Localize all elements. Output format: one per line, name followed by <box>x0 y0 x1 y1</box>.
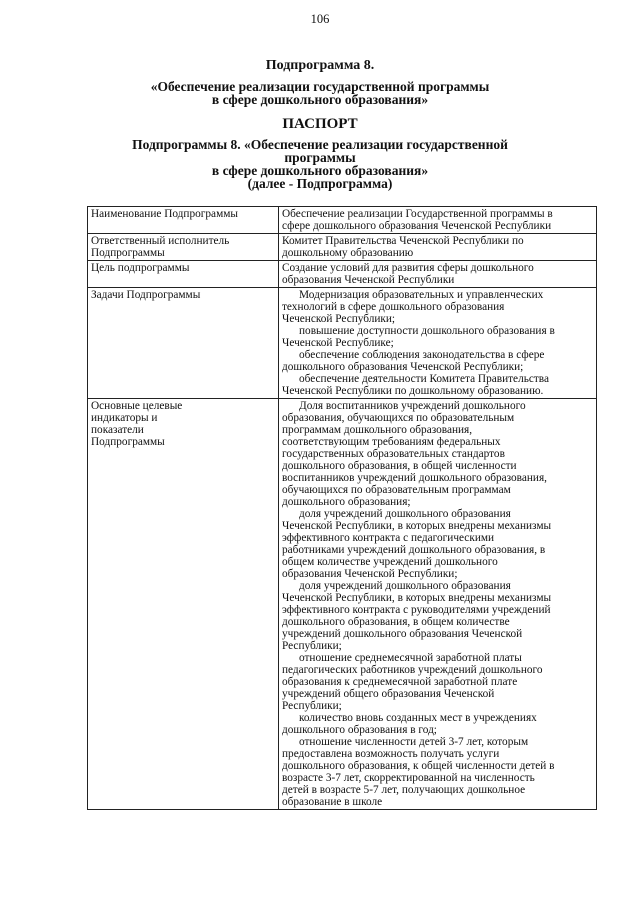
row-value-line: Чеченской Республики, в которых внедрены механизмы <box>282 592 552 604</box>
page-number: 106 <box>310 12 330 26</box>
row-value-line: дошкольного образования; <box>282 496 411 508</box>
row-label-line: индикаторы и <box>91 412 158 424</box>
row-value-line: Чеченской Республики, в которых внедрены механизмы <box>282 520 552 532</box>
row-label-line: Ответственный исполнитель <box>91 235 230 247</box>
row-value-cell <box>279 234 597 261</box>
row-value-line: Чеченской Республики по дошкольному образованию. <box>282 385 544 397</box>
subprogram-title <box>0 80 640 106</box>
row-label-cell <box>88 288 279 399</box>
row-value-line: эффективного контракта с педагогическими <box>282 532 495 544</box>
passport-heading: ПАСПОРТ <box>282 116 358 132</box>
subprogram-title-line: «Обеспечение реализации государственной программы <box>150 79 490 94</box>
row-value-line: обеспечение соблюдения законодательства в сфере <box>299 349 545 361</box>
passport-title-line: (далее - Подпрограмма) <box>247 176 393 191</box>
row-value-line: доля учреждений дошкольного образования <box>299 508 511 520</box>
row-value-line: дошкольному образованию <box>282 247 414 259</box>
row-value-line: детей в возрасте 5-7 лет, получающих дошкольное <box>282 784 526 796</box>
row-value-line: Обеспечение реализации Государственной программы в <box>282 208 553 220</box>
row-value-line: Чеченской Республики; <box>282 313 396 325</box>
passport-table <box>87 206 597 810</box>
passport-title-line: в сфере дошкольного образования» <box>211 163 429 178</box>
row-value-line: образования, обучающихся по образовательным <box>282 412 515 424</box>
row-label-line: Подпрограммы <box>91 436 165 448</box>
row-value-line: образования к среднемесячной заработной плате <box>282 676 518 688</box>
table-row <box>88 234 597 261</box>
row-value-line: соответствующим требованиям федеральных <box>282 436 501 448</box>
row-value-line: дошкольного образования, в общем количестве <box>282 616 510 628</box>
row-label-line: показатели <box>91 424 144 436</box>
table-row <box>88 288 597 399</box>
row-value-cell <box>279 288 597 399</box>
row-value-line: дошкольного образования в год; <box>282 724 437 736</box>
row-label-cell <box>88 234 279 261</box>
row-label-cell <box>88 261 279 288</box>
row-label-line: Наименование Подпрограммы <box>91 208 238 220</box>
table-row <box>88 207 597 234</box>
row-value-line: обучающихся по образовательным программам <box>282 484 511 496</box>
row-label-line: Основные целевые <box>91 400 183 412</box>
subprogram-title-line: в сфере дошкольного образования» <box>211 92 429 107</box>
row-value-line: сфере дошкольного образования Чеченской Республики <box>282 220 552 232</box>
passport-title-line: программы <box>284 150 356 165</box>
row-value-line: количество вновь созданных мест в учреждениях <box>299 712 537 724</box>
row-value-line: отношение численности детей 3-7 лет, которым <box>299 736 529 748</box>
subprogram-heading: Подпрограмма 8. <box>265 58 375 73</box>
row-value-line: отношение среднемесячной заработной платы <box>299 652 522 664</box>
row-value-line: образования Чеченской Республики <box>282 274 455 286</box>
passport-title-line: Подпрограммы 8. «Обеспечение реализации государственной <box>132 137 508 152</box>
row-value-line: учреждений дошкольного образования Чеченской <box>282 628 523 640</box>
row-value-line: технологий в сфере дошкольного образования <box>282 301 505 313</box>
passport-table-body <box>88 207 597 810</box>
row-value-line: воспитанников учреждений дошкольного образования, <box>282 472 547 484</box>
row-value-cell <box>279 261 597 288</box>
row-value-line: общем количестве учреждений дошкольного <box>282 556 498 568</box>
row-value-line: государственных образовательных стандартов <box>282 448 505 460</box>
row-value-line: возрасте 3-7 лет, скорректированной на численность <box>282 772 535 784</box>
row-label-line: Цель подпрограммы <box>91 262 190 274</box>
row-label-cell <box>88 399 279 810</box>
row-label-line: Задачи Подпрограммы <box>91 289 201 301</box>
row-value-line: Республики; <box>282 640 342 652</box>
row-value-line: эффективного контракта с руководителями учреждений <box>282 604 551 616</box>
row-value-line: работниками учреждений дошкольного образования, в <box>282 544 546 556</box>
row-value-line: дошкольного образования, к общей численности детей в <box>282 760 555 772</box>
row-value-line: Доля воспитанников учреждений дошкольного <box>299 400 526 412</box>
row-value-line: Чеченской Республике; <box>282 337 394 349</box>
table-row <box>88 261 597 288</box>
row-value-line: учреждений общего образования Чеченской <box>282 688 495 700</box>
row-value-line: доля учреждений дошкольного образования <box>299 580 511 592</box>
row-value-line: обеспечение деятельности Комитета Правительства <box>299 373 550 385</box>
row-label-cell <box>88 207 279 234</box>
row-value-line: образование в школе <box>282 796 383 808</box>
row-value-line: образования Чеченской Республики; <box>282 568 458 580</box>
row-value-line: программам дошкольного образования, <box>282 424 473 436</box>
row-value-line: повышение доступности дошкольного образования в <box>299 325 555 337</box>
row-value-line: предоставлена возможность получать услуги <box>282 748 500 760</box>
row-value-line: дошкольного образования Чеченской Республики; <box>282 361 524 373</box>
row-value-line: Республики; <box>282 700 342 712</box>
row-value-line: Создание условий для развития сферы дошкольного <box>282 262 534 274</box>
row-value-cell <box>279 399 597 810</box>
row-label-line: Подпрограммы <box>91 247 165 259</box>
table-row <box>88 399 597 810</box>
row-value-cell <box>279 207 597 234</box>
passport-title <box>0 138 640 190</box>
row-value-line: Модернизация образовательных и управленческих <box>299 289 544 301</box>
row-value-line: педагогических работников учреждений дошкольного <box>282 664 543 676</box>
row-value-line: Комитет Правительства Чеченской Республики по <box>282 235 524 247</box>
row-value-line: дошкольного образования, в общей численности <box>282 460 517 472</box>
